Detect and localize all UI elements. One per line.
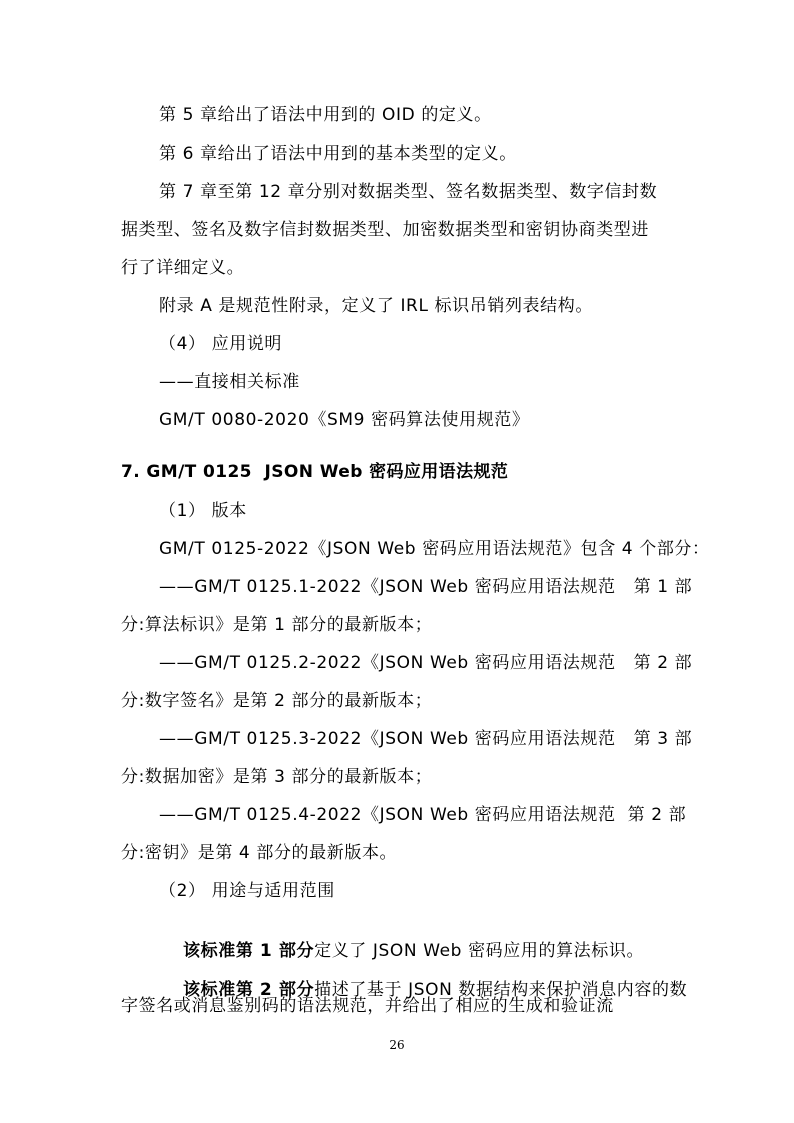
bold-lead: 该标准第 1 部分: [183, 941, 315, 961]
list-label: （4） 应用说明: [159, 334, 283, 354]
paragraph-line: 第 7 章至第 12 章分别对数据类型、签名数据类型、数字信封数: [159, 182, 658, 202]
section-heading: 7. GM/T 0125 JSON Web 密码应用语法规范: [121, 462, 509, 482]
paragraph-line: 分:密钥》是第 4 部分的最新版本。: [121, 843, 398, 863]
paragraph-line: GM/T 0125-2022《JSON Web 密码应用语法规范》包含 4 个部分：: [159, 539, 710, 559]
paragraph-line: 行了详细定义。: [121, 258, 245, 278]
paragraph-line: ——直接相关标准: [159, 372, 300, 392]
paragraph-text: 描述了基于 JSON 数据结构来保护消息内容的数: [314, 980, 688, 1000]
paragraph-line: ——GM/T 0125.2-2022《JSON Web 密码应用语法规范 第 2 部: [159, 653, 693, 673]
paragraph-line: ——GM/T 0125.3-2022《JSON Web 密码应用语法规范 第 3 部: [159, 729, 693, 749]
bold-lead: 该标准第 2 部分: [183, 980, 315, 1000]
list-label: （2） 用途与适用范围: [159, 881, 335, 901]
paragraph-line: 第 6 章给出了语法中用到的基本类型的定义。: [159, 144, 517, 164]
standard-reference: GM/T 0080-2020《SM9 密码算法使用规范》: [159, 410, 530, 430]
paragraph-line: 分:数据加密》是第 3 部分的最新版本；: [121, 767, 433, 787]
paragraph-line: 分:数字签名》是第 2 部分的最新版本；: [121, 691, 433, 711]
list-label: （1） 版本: [159, 501, 247, 521]
paragraph-text: 定义了 JSON Web 密码应用的算法标识。: [314, 941, 645, 961]
paragraph-line: 分:算法标识》是第 1 部分的最新版本；: [121, 615, 433, 635]
paragraph-line: ——GM/T 0125.1-2022《JSON Web 密码应用语法规范 第 1 部: [159, 577, 693, 597]
page-number: 26: [389, 1038, 405, 1052]
paragraph-line: 字签名或消息鉴别码的语法规范，并给出了相应的生成和验证流: [121, 996, 614, 1016]
paragraph-line: ——GM/T 0125.4-2022《JSON Web 密码应用语法规范 第 2 部: [159, 805, 687, 825]
paragraph-line: 附录 A 是规范性附录，定义了 IRL 标识吊销列表结构。: [159, 296, 593, 316]
paragraph-line: 第 5 章给出了语法中用到的 OID 的定义。: [159, 105, 492, 125]
paragraph-line: 据类型、签名及数字信封数据类型、加密数据类型和密钥协商类型进: [121, 220, 649, 240]
